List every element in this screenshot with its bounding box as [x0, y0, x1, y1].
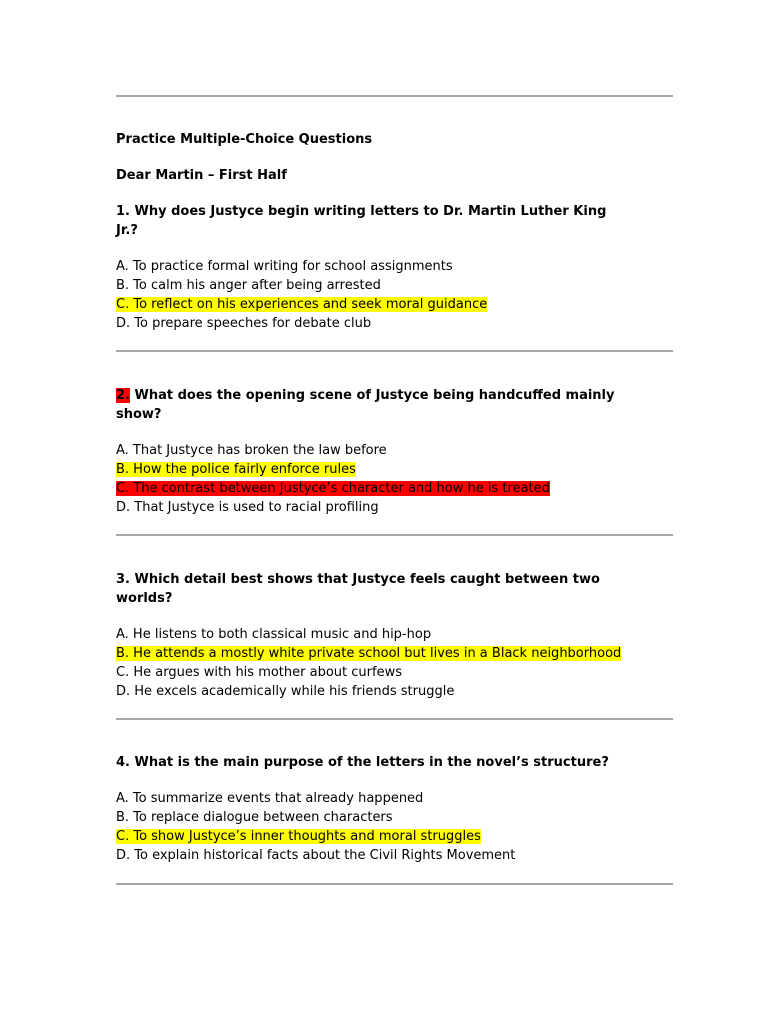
question-2-number: 2.: [116, 388, 130, 403]
question-3-option-d: D. He excels academically while his friends struggle: [116, 684, 455, 699]
question-2-text: [116, 386, 615, 405]
divider-rule: [116, 350, 673, 352]
document-heading: Practice Multiple-Choice Questions: [116, 132, 373, 147]
highlighted-correction: C. The contrast between Justyce’s character and how he is treated: [116, 481, 550, 496]
question-1-option-b: B. To calm his anger after being arrested: [116, 278, 381, 293]
question-3-option-b: [116, 644, 621, 663]
divider-rule: [116, 718, 673, 720]
question-1-text-cont: Jr.?: [116, 223, 138, 238]
question-4-option-c: [116, 827, 481, 846]
question-3-option-c: C. He argues with his mother about curfews: [116, 665, 402, 680]
question-3-option-a: A. He listens to both classical music and hip-hop: [116, 627, 432, 642]
question-3-text: 3. Which detail best shows that Justyce feels caught between two: [116, 572, 600, 587]
question-2-option-c: [116, 479, 550, 498]
question-3-text-cont: worlds?: [116, 591, 173, 606]
highlighted-answer: C. To reflect on his experiences and seek moral guidance: [116, 297, 488, 312]
question-2-option-b: [116, 460, 356, 479]
question-4-text: 4. What is the main purpose of the letters in the novel’s structure?: [116, 755, 609, 770]
question-4-option-a: A. To summarize events that already happened: [116, 791, 424, 806]
question-1-option-d: D. To prepare speeches for debate club: [116, 316, 372, 331]
question-4-option-b: B. To replace dialogue between characters: [116, 810, 393, 825]
question-2-text-rest: What does the opening scene of Justyce being handcuffed mainly: [129, 388, 615, 403]
top-rule: [116, 95, 673, 97]
question-2-option-d: D. That Justyce is used to racial profiling: [116, 500, 379, 515]
highlighted-answer: B. How the police fairly enforce rules: [116, 462, 356, 477]
question-1-text: 1. Why does Justyce begin writing letters to Dr. Martin Luther King: [116, 204, 607, 219]
divider-rule: [116, 534, 673, 536]
bottom-rule: [116, 883, 673, 885]
highlighted-answer: C. To show Justyce’s inner thoughts and moral struggles: [116, 829, 481, 844]
document-subheading: Dear Martin – First Half: [116, 168, 287, 183]
highlighted-answer: B. He attends a mostly white private school but lives in a Black neighborhood: [116, 646, 622, 661]
question-1-option-c: [116, 295, 487, 314]
question-2-text-cont: show?: [116, 407, 162, 422]
question-4-option-d: D. To explain historical facts about the Civil Rights Movement: [116, 848, 516, 863]
question-1-option-a: A. To practice formal writing for school assignments: [116, 259, 453, 274]
question-2-option-a: A. That Justyce has broken the law before: [116, 443, 387, 458]
